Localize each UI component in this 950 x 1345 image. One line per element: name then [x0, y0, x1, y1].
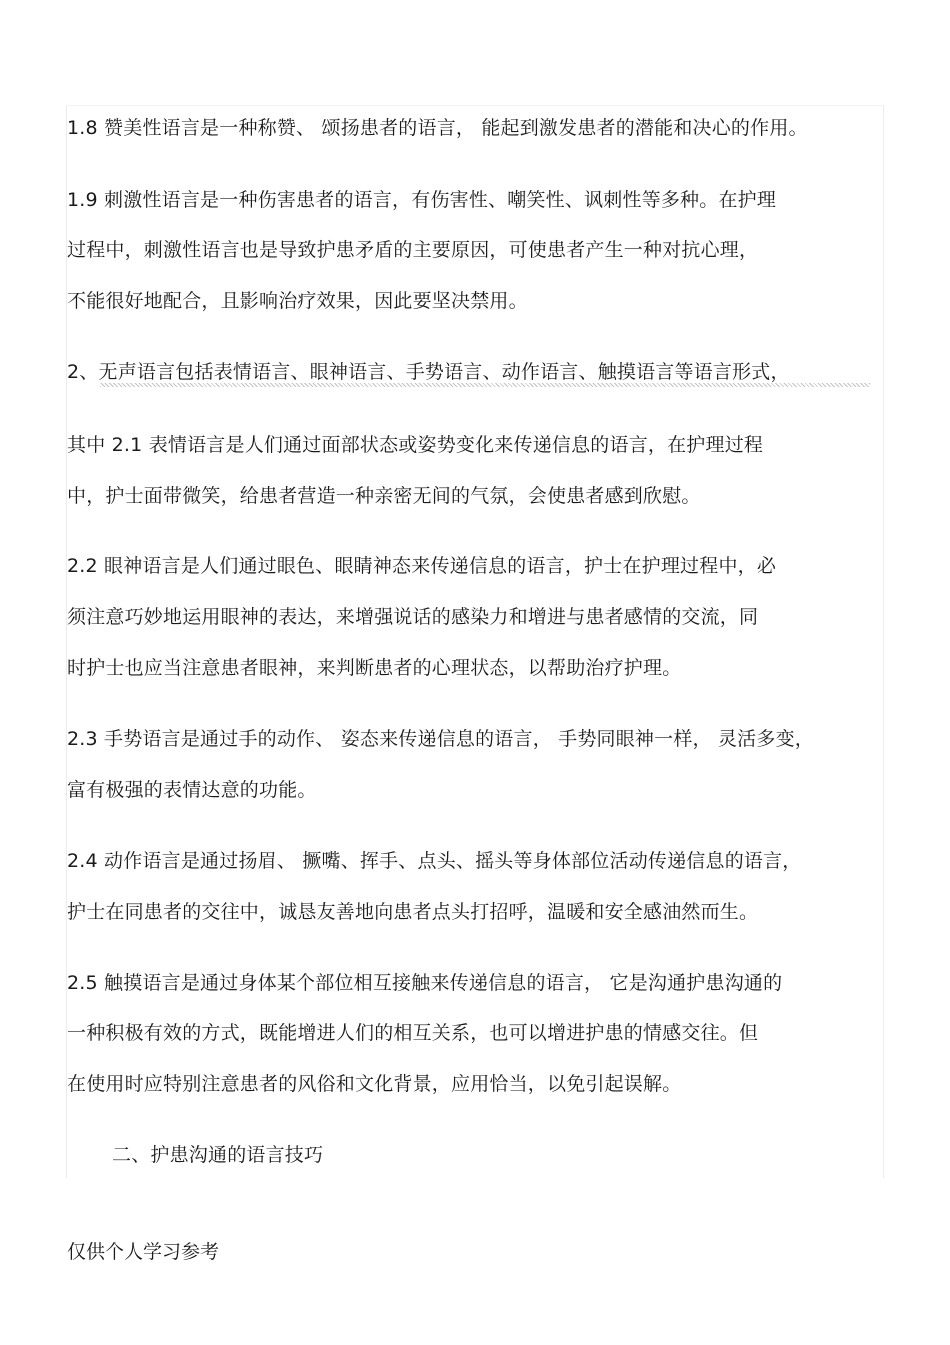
text-line-9: 须注意巧妙地运用眼神的表达，来增强说话的感染力和增进与患者感情的交流，同 [67, 606, 759, 628]
text-line-5: 2、无声语言包括表情语言、眼神语言、手势语言、动作语言、触摸语言等语言形式， [67, 361, 790, 383]
footer-note: 仅供个人学习参考 [67, 1241, 220, 1263]
section-heading: 二、护患沟通的语言技巧 [112, 1144, 324, 1166]
text-line-3: 过程中，刺激性语言也是导致护患矛盾的主要原因，可使患者产生一种对抗心理， [67, 239, 759, 261]
page-frame [66, 105, 884, 1178]
text-line-6: 其中 2.1 表情语言是人们通过面部状态或姿势变化来传递信息的语言，在护理过程 [67, 434, 764, 456]
text-line-2: 1.9 刺激性语言是一种伤害患者的语言，有伤害性、嘲笑性、讽刺性等多种。在护理 [67, 189, 777, 211]
text-line-4: 不能很好地配合，且影响治疗效果，因此要坚决禁用。 [67, 290, 528, 312]
text-line-15: 2.5 触摸语言是通过身体某个部位相互接触来传递信息的语言， 它是沟通护患沟通的 [67, 972, 783, 994]
grammar-underline [100, 383, 870, 387]
text-line-12: 富有极强的表情达意的功能。 [67, 779, 317, 801]
text-line-8: 2.2 眼神语言是人们通过眼色、眼睛神态来传递信息的语言，护士在护理过程中，必 [67, 555, 777, 577]
text-line-13: 2.4 动作语言是通过扬眉、 撅嘴、挥手、点头、摇头等身体部位活动传递信息的语言， [67, 850, 802, 872]
text-line-11: 2.3 手势语言是通过手的动作、 姿态来传递信息的语言， 手势同眼神一样， 灵活多变， [67, 728, 814, 750]
text-line-10: 时护士也应当注意患者眼神，来判断患者的心理状态，以帮助治疗护理。 [67, 657, 682, 679]
text-line-7: 中，护士面带微笑，给患者营造一种亲密无间的气氛，会使患者感到欣慰。 [67, 485, 701, 507]
text-line-17: 在使用时应特别注意患者的风俗和文化背景，应用恰当，以免引起误解。 [67, 1073, 682, 1095]
text-line-1: 1.8 赞美性语言是一种称赞、 颂扬患者的语言， 能起到激发患者的潜能和决心的作用。 [67, 117, 808, 139]
text-line-14: 护士在同患者的交往中，诚恳友善地向患者点头打招呼，温暖和安全感油然而生。 [67, 901, 759, 923]
text-line-16: 一种积极有效的方式，既能增进人们的相互关系，也可以增进护患的情感交往。但 [67, 1022, 759, 1044]
